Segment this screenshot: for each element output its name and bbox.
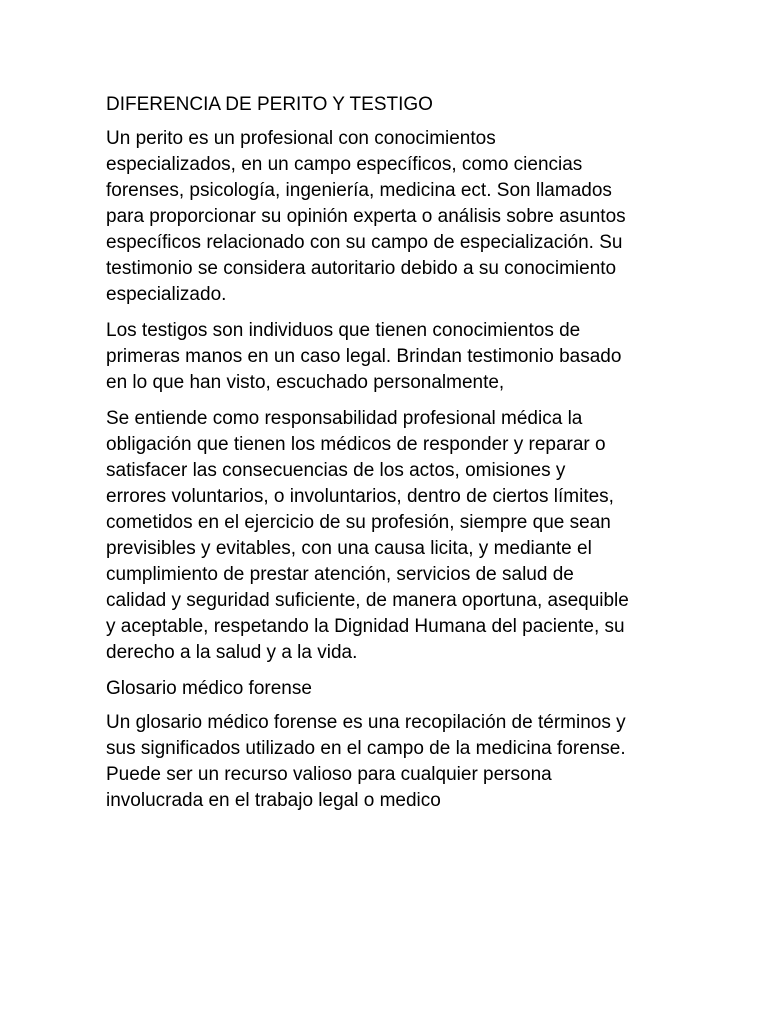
- document-heading: DIFERENCIA DE PERITO Y TESTIGO: [106, 94, 433, 115]
- paragraph-testigos: Los testigos son individuos que tienen conocimientos de primeras manos en un caso legal. Brindan testimonio basado en lo que han visto, escuchado personalmente,: [106, 320, 622, 393]
- paragraph-responsabilidad: Se entiende como responsabilidad profesional médica la obligación que tienen los médicos de responder y reparar o satisfacer las consecuencias de los actos, omisiones y errores voluntarios, o involuntarios, dentro de ciertos límites, cometidos en el ejercicio de su profesión, siempre que sean previsibles y evitables, con una causa licita, y mediante el cumplimiento de prestar atención, servicios de salud de calidad y seguridad suficiente, de manera oportuna, asequible y aceptable, respetando la Dignidad Humana del paciente, su derecho a la salud y a la vida.: [106, 408, 629, 663]
- paragraph-glosario: Un glosario médico forense es una recopilación de términos y sus significados utilizado en el campo de la medicina forense. Puede ser un recurso valioso para cualquier persona involucrada en el trabajo legal o medico: [106, 712, 626, 811]
- paragraph-perito: Un perito es un profesional con conocimientos especializados, en un campo específicos, como ciencias forenses, psicología, ingeniería, medicina ect. Son llamados para proporcionar su opinión experta o análisis sobre asuntos específicos relacionado con su campo de especialización. Su testimonio se considera autoritario debido a su conocimiento especializado.: [106, 128, 626, 305]
- document-page: [106, 92, 666, 824]
- document-subheading: Glosario médico forense: [106, 678, 312, 699]
